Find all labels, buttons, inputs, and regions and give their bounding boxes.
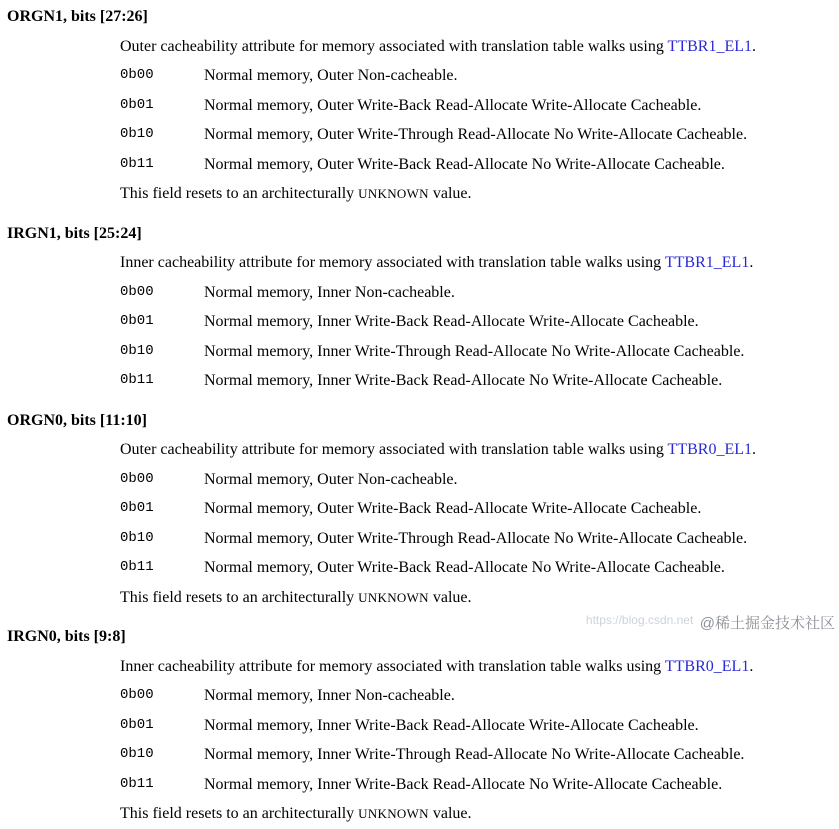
field-section-orgn0 — [0, 406, 839, 613]
description-text: Outer cacheability attribute for memory associated with translation table walks using — [120, 441, 668, 458]
value-description: Normal memory, Outer Write-Back Read-Allocate Write-Allocate Cacheable. — [204, 96, 702, 114]
watermark-brand-text: @稀土掘金技术社区 — [699, 615, 835, 632]
description-text: Inner cacheability attribute for memory associated with translation table walks using — [120, 657, 665, 675]
value-description: Normal memory, Inner Write-Back Read-Allocate Write-Allocate Cacheable. — [204, 716, 699, 734]
ttbr0-el1-link[interactable]: TTBR0_EL1 — [667, 441, 752, 458]
field-body — [0, 248, 839, 396]
watermark-url-text: https://blog.csdn.net — [585, 613, 694, 627]
value-row — [120, 494, 839, 524]
value-description: Normal memory, Inner Non-cacheable. — [204, 687, 455, 704]
field-body — [0, 652, 839, 829]
value-code: 0b01 — [120, 313, 154, 329]
field-description — [120, 32, 839, 62]
reset-text: This field resets to an architecturally — [120, 588, 359, 606]
reset-note — [120, 799, 839, 829]
value-code: 0b00 — [120, 283, 154, 300]
value-row — [120, 711, 839, 741]
value-code: 0b11 — [120, 372, 154, 388]
value-row — [120, 770, 839, 800]
value-description: Normal memory, Outer Write-Through Read-Allocate No Write-Allocate Cacheable. — [204, 529, 748, 547]
field-heading-orgn0: ORGN0, bits [11:10] — [7, 411, 147, 429]
value-description: Normal memory, Inner Write-Back Read-Allocate Write-Allocate Cacheable. — [204, 313, 699, 330]
description-period: . — [749, 657, 754, 675]
description-text: Inner cacheability attribute for memory associated with translation table walks using — [120, 254, 665, 271]
value-code: 0b10 — [120, 126, 154, 142]
value-code: 0b10 — [120, 529, 154, 546]
unknown-keyword: UNKNOWN — [358, 806, 429, 821]
value-code: 0b01 — [120, 96, 154, 113]
reset-text-end: value. — [428, 185, 472, 202]
value-row — [120, 337, 839, 367]
value-row — [120, 465, 839, 495]
field-section-orgn1 — [0, 2, 839, 209]
description-period: . — [751, 37, 756, 55]
field-heading-irgn0: IRGN0, bits [9:8] — [7, 628, 126, 645]
reset-text-end: value. — [428, 588, 472, 606]
value-row — [120, 61, 839, 91]
value-row — [120, 150, 839, 180]
description-period: . — [749, 254, 754, 271]
value-row — [120, 366, 839, 396]
value-description: Normal memory, Outer Write-Back Read-Allocate Write-Allocate Cacheable. — [204, 500, 702, 517]
value-description: Normal memory, Outer Write-Back Read-Allocate No Write-Allocate Cacheable. — [204, 559, 725, 576]
value-description: Normal memory, Outer Write-Back Read-Allocate No Write-Allocate Cacheable. — [204, 155, 725, 173]
reset-note — [120, 583, 839, 613]
field-body — [0, 32, 839, 209]
value-description: Normal memory, Inner Write-Back Read-Allocate No Write-Allocate Cacheable. — [204, 372, 723, 389]
value-row — [120, 740, 839, 770]
value-row — [120, 120, 839, 150]
unknown-keyword: UNKNOWN — [358, 589, 429, 605]
field-section-irgn0 — [0, 622, 839, 829]
field-description — [120, 435, 839, 465]
ttbr1-el1-link[interactable]: TTBR1_EL1 — [667, 37, 752, 55]
value-description: Normal memory, Outer Non-cacheable. — [204, 67, 458, 84]
value-code: 0b00 — [120, 687, 154, 703]
value-row — [120, 524, 839, 554]
value-row — [120, 278, 839, 308]
value-code: 0b11 — [120, 775, 154, 792]
value-description: Normal memory, Inner Write-Back Read-Allocate No Write-Allocate Cacheable. — [204, 775, 723, 793]
field-description — [120, 652, 839, 682]
value-code: 0b10 — [120, 342, 154, 359]
field-section-irgn1 — [0, 219, 839, 396]
value-description: Normal memory, Inner Write-Through Read-Allocate No Write-Allocate Cacheable. — [204, 342, 745, 360]
value-row — [120, 681, 839, 711]
field-heading-irgn1: IRGN1, bits [25:24] — [7, 224, 142, 242]
reset-text-end: value. — [428, 805, 472, 822]
reset-text: This field resets to an architecturally — [120, 805, 359, 822]
description-period: . — [751, 441, 756, 458]
value-code: 0b00 — [120, 470, 154, 487]
value-description: Normal memory, Inner Write-Through Read-Allocate No Write-Allocate Cacheable. — [204, 746, 745, 763]
value-row — [120, 307, 839, 337]
field-description — [120, 248, 839, 278]
value-description: Normal memory, Inner Non-cacheable. — [204, 283, 455, 301]
ttbr1-el1-link[interactable]: TTBR1_EL1 — [664, 254, 750, 271]
value-code: 0b10 — [120, 746, 154, 762]
description-text: Outer cacheability attribute for memory associated with translation table walks using — [120, 37, 668, 55]
value-code: 0b00 — [120, 67, 154, 83]
value-description: Normal memory, Outer Write-Through Read-Allocate No Write-Allocate Cacheable. — [204, 126, 748, 143]
unknown-keyword: UNKNOWN — [358, 186, 429, 201]
ttbr0-el1-link[interactable]: TTBR0_EL1 — [664, 657, 750, 675]
field-heading-orgn1: ORGN1, bits [27:26] — [7, 8, 148, 25]
reset-text: This field resets to an architecturally — [120, 185, 359, 202]
value-row — [120, 553, 839, 583]
value-code: 0b01 — [120, 716, 154, 733]
value-code: 0b11 — [120, 155, 154, 172]
reset-note — [120, 179, 839, 209]
field-body — [0, 435, 839, 612]
value-code: 0b11 — [120, 559, 154, 575]
value-description: Normal memory, Outer Non-cacheable. — [204, 470, 458, 488]
value-row — [120, 91, 839, 121]
value-code: 0b01 — [120, 500, 154, 516]
